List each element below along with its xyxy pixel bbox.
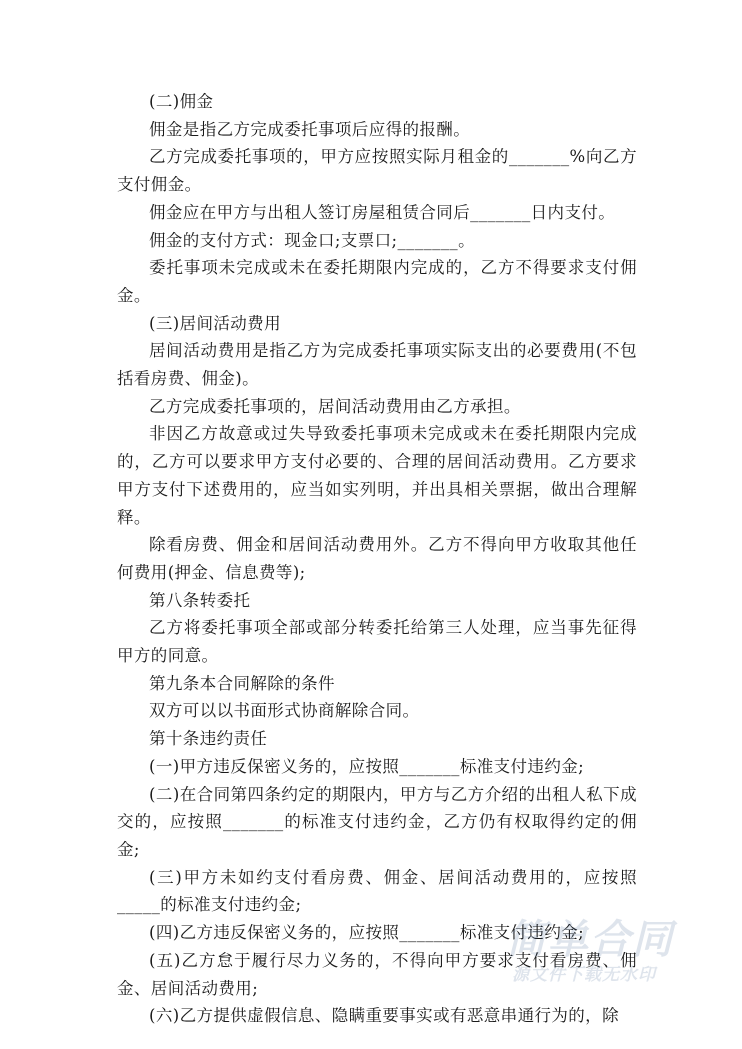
paragraph: (三)甲方未如约支付看房费、佣金、居间活动费用的，应按照_____的标准支付违约金;: [117, 867, 637, 915]
document-body: [117, 88, 637, 1030]
article-heading: 第九条本合同解除的条件: [149, 673, 335, 693]
paragraph: (四)乙方违反保密义务的，应按照_______标准支付违约金;: [149, 923, 585, 943]
paragraph: 乙方完成委托事项的，甲方应按照实际月租金的_______%向乙方支付佣金。: [117, 147, 637, 195]
section-heading: (三)居间活动费用: [149, 313, 281, 333]
paragraph: 佣金的支付方式：现金口;支票口;_______。: [149, 230, 475, 250]
paragraph: 委托事项未完成或未在委托期限内完成的，乙方不得要求支付佣金。: [117, 258, 637, 305]
paragraph: 居间活动费用是指乙方为完成委托事项实际支出的必要费用(不包括看房费、佣金)。: [117, 341, 637, 389]
paragraph: 双方可以以书面形式协商解除合同。: [149, 701, 420, 721]
paragraph: (二)在合同第四条约定的期限内，甲方与乙方介绍的出租人私下成交的，应按照_______的标准支付违约金，乙方仍有权取得约定的佣金;: [117, 784, 637, 859]
watermark-title: 简单合同: [506, 917, 674, 963]
paragraph: (一)甲方违反保密义务的，应按照_______标准支付违约金;: [149, 756, 585, 776]
paragraph: 乙方将委托事项全部或部分转委托给第三人处理，应当事先征得甲方的同意。: [117, 618, 637, 666]
paragraph: 非因乙方故意或过失导致委托事项未完成或未在委托期限内完成的，乙方可以要求甲方支付必要的、合理的居间活动费用。乙方要求甲方支付下述费用的，应当如实列明，并出具相关票据，做出合理解释。: [117, 424, 637, 527]
paragraph: (六)乙方提供虚假信息、隐瞒重要事实或有恶意串通行为的，除: [149, 1006, 619, 1026]
paragraph: 佣金是指乙方完成委托事项后应得的报酬。: [149, 119, 471, 139]
paragraph: 佣金应在甲方与出租人签订房屋租赁合同后_______日内支付。: [149, 202, 616, 222]
paragraph: 乙方完成委托事项的，居间活动费用由乙方承担。: [149, 396, 521, 416]
paragraph: (二)佣金: [149, 92, 214, 111]
article-heading: 第八条转委托: [149, 590, 251, 610]
watermark-subtitle: 源文件下载无水印: [512, 965, 656, 985]
paragraph: 除看房费、佣金和居间活动费用外。乙方不得向甲方收取其他任何费用(押金、信息费等);: [117, 535, 637, 582]
article-heading: 第十条违约责任: [149, 729, 268, 749]
paragraph: (五)乙方怠于履行尽力义务的，不得向甲方要求支付看房费、佣金、居间活动费用;: [117, 950, 637, 998]
